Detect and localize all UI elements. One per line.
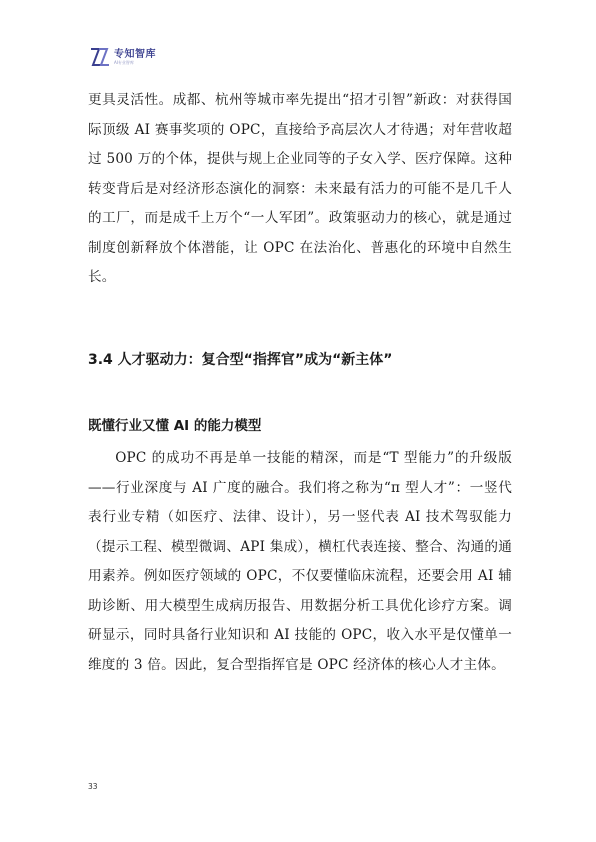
- header-logo: [90, 46, 156, 68]
- logo-text: [114, 49, 156, 66]
- logo-icon: [90, 48, 110, 66]
- logo-subtitle: AI专业智库: [114, 59, 134, 65]
- body-text-bottom: [88, 444, 512, 680]
- body-text-top: [88, 86, 512, 293]
- paragraph-2: OPC 的成功不再是单一技能的精深，而是“T 型能力”的升级版——行业深度与 AI 广度的融合。我们将之称为“π 型人才”：一竖代表行业专精（如医疗、法律、设计），另一竖代表 AI 技术驾驭能力（提示工程、模型微调、API 集成），横杠代表连接、整合、沟通的通用素养。例如医疗领域的 OPC，不仅要懂临床流程，还要会用 AI 辅助诊断、用大模型生成病历报告、用数据分析工具优化诊疗方案。调研显示，同时具备行业知识和 AI 技能的 OPC，收入水平是仅懂单一维度的 3 倍。因此，复合型指挥官是 OPC 经济体的核心人才主体。: [88, 450, 512, 673]
- sub-heading: 既懂行业又懂 AI 的能力模型: [88, 418, 262, 434]
- paragraph-1: 更具灵活性。成都、杭州等城市率先提出“招才引智”新政：对获得国际顶级 AI 赛事奖项的 OPC，直接给予高层次人才待遇；对年营收超过 500 万的个体，提供与规上企业同等的子女入学、医疗保障。这种转变背后是对经济形态演化的洞察：未来最有活力的可能不是几千人的工厂，而是成千上万个“一人军团”。政策驱动力的核心，就是通过制度创新释放个体潜能，让 OPC 在法治化、普惠化的环境中自然生长。: [88, 92, 512, 285]
- page-number: 33: [88, 782, 98, 791]
- logo-title: 专知智库: [114, 48, 156, 60]
- section-heading: 3.4 人才驱动力：复合型“指挥官”成为“新主体”: [88, 352, 393, 368]
